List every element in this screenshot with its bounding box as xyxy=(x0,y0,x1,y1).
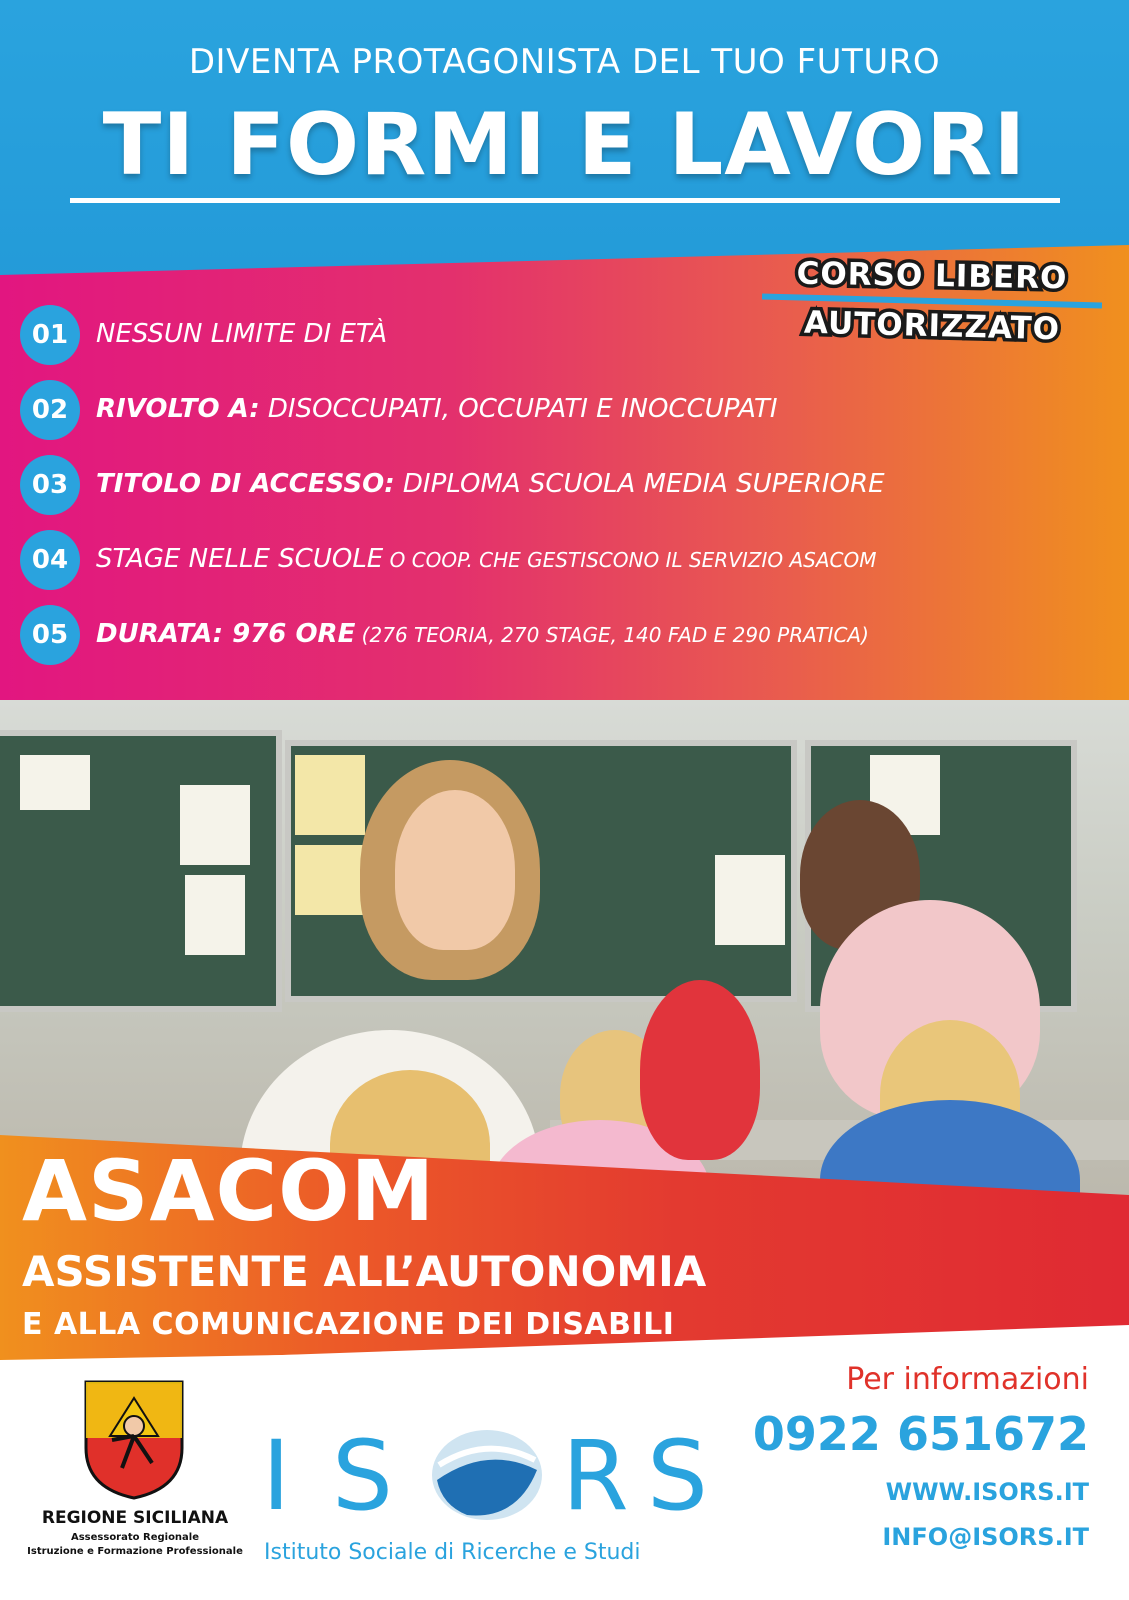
isors-full-name: Istituto Sociale di Ricerche e Studi xyxy=(264,1540,641,1565)
feature-main: STAGE NELLE SCUOLE xyxy=(96,544,384,574)
feature-main: DIPLOMA SCUOLA MEDIA SUPERIORE xyxy=(394,469,885,499)
badge-line1: CORSO LIBERO xyxy=(796,255,1068,297)
wall-paper xyxy=(295,845,365,915)
feature-small: (276 TEORIA, 270 STAGE, 140 FAD E 290 PRATICA) xyxy=(355,623,869,647)
child-back-body xyxy=(640,980,760,1160)
feature-main: DISOCCUPATI, OCCUPATI E INOCCUPATI xyxy=(259,394,778,424)
feature-main: NESSUN LIMITE DI ETÀ xyxy=(96,319,388,349)
feature-number: 05 xyxy=(20,605,80,665)
feature-small: O COOP. CHE GESTISCONO IL SERVIZIO ASACOM xyxy=(383,548,877,572)
feature-item-03 xyxy=(20,455,1120,515)
feature-item-05 xyxy=(20,605,1120,665)
feature-number: 01 xyxy=(20,305,80,365)
feature-number: 02 xyxy=(20,380,80,440)
feature-item-01 xyxy=(20,305,1120,365)
wall-paper xyxy=(715,855,785,945)
region-subtitle-2: Istruzione e Formazione Professionale xyxy=(27,1546,243,1557)
title-underline xyxy=(70,198,1060,203)
teacher-face xyxy=(395,790,515,950)
feature-bold: RIVOLTO A: xyxy=(96,394,260,424)
wall-paper xyxy=(20,755,90,810)
contact-label: Per informazioni xyxy=(846,1362,1089,1397)
course-subtitle-1: ASSISTENTE ALL’AUTONOMIA xyxy=(22,1247,707,1296)
contact-phone[interactable]: 0922 651672 xyxy=(752,1407,1089,1461)
feature-bold: TITOLO DI ACCESSO: xyxy=(96,469,395,499)
feature-number: 04 xyxy=(20,530,80,590)
region-name: REGIONE SICILIANA xyxy=(41,1508,229,1528)
isors-letter-s2: S xyxy=(647,1420,708,1532)
isors-letter-s: S xyxy=(332,1420,393,1532)
contact-email[interactable]: INFO@ISORS.IT xyxy=(882,1523,1089,1551)
feature-text xyxy=(96,544,877,574)
isors-letter-i: I xyxy=(262,1420,291,1532)
header-title: TI FORMI E LAVORI xyxy=(102,95,1027,195)
feature-bold: DURATA: 976 ORE xyxy=(96,619,356,649)
course-name: ASACOM xyxy=(22,1142,436,1240)
course-subtitle-2: E ALLA COMUNICAZIONE DEI DISABILI xyxy=(22,1307,675,1342)
feature-item-04 xyxy=(20,530,1120,590)
wall-paper xyxy=(185,875,245,955)
feature-text xyxy=(96,469,885,499)
isors-sphere-logo-icon xyxy=(427,1425,547,1525)
feature-text xyxy=(96,394,778,424)
isors-logo xyxy=(262,1420,732,1530)
wall-paper xyxy=(295,755,365,835)
contact-website[interactable]: WWW.ISORS.IT xyxy=(885,1478,1089,1506)
isors-letter-r: R xyxy=(562,1420,629,1532)
feature-number: 03 xyxy=(20,455,80,515)
region-subtitle-1: Assessorato Regionale xyxy=(70,1532,200,1543)
trinacria-crest-icon xyxy=(82,1378,186,1502)
feature-item-02 xyxy=(20,380,1120,440)
header-pretitle: DIVENTA PROTAGONISTA DEL TUO FUTURO xyxy=(188,42,941,82)
badge-line2: AUTORIZZATO xyxy=(803,304,1061,348)
wall-paper xyxy=(180,785,250,865)
feature-text xyxy=(96,319,387,349)
feature-text xyxy=(96,619,869,649)
